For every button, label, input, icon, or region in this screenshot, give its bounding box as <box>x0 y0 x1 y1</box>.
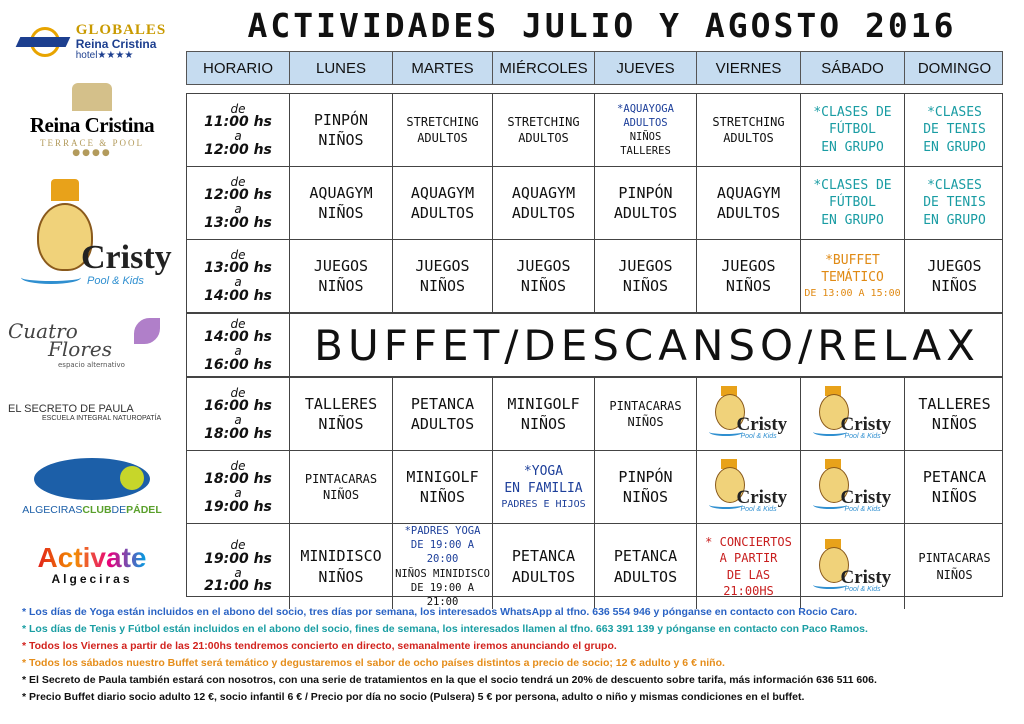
activity-line: *YOGA <box>523 463 564 479</box>
activity-martes <box>393 94 493 166</box>
activity-line: ADULTOS <box>613 567 678 586</box>
cristy-logo-name: Cristy <box>840 414 892 435</box>
activity-sabado <box>801 167 905 239</box>
activity-line: A PARTIR <box>719 551 778 566</box>
activity-line: TALLERES <box>918 394 991 413</box>
activate-city: Algeciras <box>51 572 133 586</box>
activity-line: PETANCA <box>613 547 678 566</box>
hour-start: 18:00 hs <box>204 471 272 488</box>
activity-domingo <box>905 240 1004 312</box>
activate-logo <box>8 544 176 586</box>
hour-de: de <box>230 458 246 473</box>
activity-martes <box>393 451 493 523</box>
activity-jueves <box>595 94 697 166</box>
hour-de: de <box>230 538 246 553</box>
activity-miercoles <box>493 451 595 523</box>
activity-martes <box>393 240 493 312</box>
hour-start: 14:00 hs <box>204 329 272 346</box>
activity-line: PINPÓN <box>618 183 673 202</box>
hour-start: 16:00 hs <box>204 398 272 415</box>
activity-line: DE LAS <box>726 567 771 582</box>
activity-line: NIÑOS <box>318 204 364 222</box>
cristy-logo-icon <box>813 457 893 517</box>
activity-line: STRETCHING <box>406 114 479 129</box>
notes <box>22 604 1012 706</box>
activity-line: JUEGOS <box>721 256 776 275</box>
activity-miercoles <box>493 524 595 609</box>
activity-line: EN GRUPO <box>821 139 884 155</box>
activity-line: *CLASES DE <box>813 177 892 193</box>
hour-de: de <box>230 316 246 331</box>
activate-name: Activate <box>37 542 147 573</box>
activity-sabado <box>801 240 905 312</box>
hour-start: 11:00 hs <box>204 114 272 131</box>
note-concerts: * Todos los Viernes a partir de las 21:00hs tendremos concierto en directo, semanalmente iremos anunciando el grupo. <box>22 640 617 652</box>
activity-miercoles <box>493 240 595 312</box>
activity-line: EN GRUPO <box>821 212 884 228</box>
buffet-banner: BUFFET/DESCANSO/RELAX <box>314 320 980 370</box>
activity-line: *CLASES DE <box>813 104 892 120</box>
activity-line: PINPÓN <box>618 467 673 486</box>
hour-cell <box>187 240 290 312</box>
activity-line: NIÑOS <box>931 415 978 433</box>
reina-cristina-name: Reina Cristina <box>29 112 155 137</box>
activity-line: NIÑOS <box>725 277 772 295</box>
buffet-row <box>187 313 1002 378</box>
note-buffet-saturday: * Todos los sábados nuestro Buffet será temático y degustaremos el sabor de ocho países distintos a precio de socio; 12 € adulto y 6 € niño. <box>22 657 725 669</box>
activity-line: DE TENIS <box>923 195 986 211</box>
activity-line: NIÑOS <box>318 415 364 433</box>
activity-sabado <box>801 378 905 450</box>
page-title: ACTIVIDADES JULIO Y AGOSTO 2016 <box>247 6 957 45</box>
activity-line: STRETCHING <box>712 114 785 129</box>
note-prices: * Precio Buffet diario socio adulto 12 €, socio infantil 6 € / Precio por día no socio (Pulsera) 5 € por persona, adulto o niño y mismas condiciones en el buffet. <box>22 691 805 703</box>
cristy-logo-sub: Pool & Kids <box>844 506 881 513</box>
globales-hotel-rating: hotel★★★★ <box>75 49 134 61</box>
activity-line: ADULTOS <box>716 204 781 222</box>
activity-line: NIÑOS <box>520 415 567 433</box>
table-row <box>187 378 1002 451</box>
activity-line: JUEGOS <box>415 256 470 275</box>
note-yoga: * Los días de Yoga están incluidos en el abono del socio, tres días por semana, los interesados WhatsApp al tfno. 636 554 946 y pónganse en contacto con Rocio Caro. <box>22 606 858 618</box>
table-row <box>187 524 1002 608</box>
note-secreto-paula: * El Secreto de Paula también estará con nosotros, con una serie de tratamientos en la que el socio tendrá un 20% de descuento sobre tarifa, más información 636 511 606. <box>22 674 877 686</box>
hour-cell <box>187 378 290 450</box>
activity-line: ADULTOS <box>511 204 576 222</box>
activity-sabado <box>801 524 905 609</box>
reina-cristina-tagline: TERRACE & POOL <box>39 137 144 148</box>
hour-start: 13:00 hs <box>204 260 272 277</box>
activity-line: PETANCA <box>410 394 475 413</box>
cuatro-flores-line1: Cuatro <box>8 319 78 343</box>
activity-line: PINTACARAS <box>304 471 378 486</box>
globales-mark-icon <box>18 25 70 59</box>
hour-a: a <box>234 202 242 216</box>
cristy-logo-name: Cristy <box>736 487 788 508</box>
activity-lunes <box>290 94 393 166</box>
hour-start: 19:00 hs <box>204 550 272 567</box>
activity-line: ADULTOS <box>518 131 569 145</box>
activity-lunes <box>290 378 393 450</box>
activity-line: PETANCA <box>511 547 576 566</box>
note-sports: * Los días de Tenis y Fútbol están incluidos en el abono del socio, fines de semana, los interesados llamen al tfno. 663 391 139 y pónganse en contacto con Paco Ramos. <box>22 623 868 635</box>
activity-line: TALLERES <box>620 145 671 158</box>
activity-line: NIÑOS <box>318 277 364 295</box>
cristy-logo-icon <box>813 537 893 597</box>
activity-domingo <box>905 378 1004 450</box>
activity-viernes <box>697 378 801 450</box>
header-sabado: SÁBADO <box>801 52 905 84</box>
activity-lunes <box>290 240 393 312</box>
schedule-table <box>186 93 1003 608</box>
activity-line: ADULTOS <box>410 204 475 222</box>
flower-petal-icon <box>134 318 160 344</box>
activity-line: JUEGOS <box>313 256 369 275</box>
table-row <box>187 94 1002 167</box>
activity-domingo <box>905 451 1004 523</box>
hour-a: a <box>234 344 242 358</box>
activity-line: ADULTOS <box>410 415 475 433</box>
hour-a: a <box>234 413 242 427</box>
activity-lunes <box>290 524 393 609</box>
activity-line: PINPÓN <box>313 110 369 129</box>
activity-line: NIÑOS <box>622 488 669 506</box>
activity-martes <box>393 524 493 609</box>
activity-line: DE 19:00 A 21:00 <box>410 581 475 608</box>
hour-cell <box>187 94 290 166</box>
hour-de: de <box>230 385 246 400</box>
activity-line: PETANCA <box>922 467 987 486</box>
activity-line: ADULTOS <box>623 116 668 129</box>
activity-line: ADULTOS <box>613 204 678 222</box>
activity-line: EN GRUPO <box>923 212 986 228</box>
hour-de: de <box>230 247 246 262</box>
activity-line: MINIGOLF <box>406 467 479 486</box>
globales-logo <box>8 18 176 66</box>
header-jueves: JUEVES <box>595 52 697 84</box>
activity-viernes <box>697 451 801 523</box>
cristy-name: Cristy <box>81 239 172 276</box>
activity-line: *CLASES <box>927 104 982 120</box>
activity-viernes <box>697 167 801 239</box>
activity-line: MINIDISCO <box>300 547 382 566</box>
cristy-logo-icon <box>813 384 893 444</box>
table-row <box>187 240 1002 313</box>
hour-cell <box>187 314 290 376</box>
activity-line: *CLASES <box>927 177 982 193</box>
hour-end: 13:00 hs <box>204 214 272 231</box>
activity-line: NIÑOS <box>627 415 664 429</box>
table-row <box>187 167 1002 240</box>
activity-line: NIÑOS <box>629 131 662 143</box>
activity-line: *AQUAYOGA <box>617 102 674 115</box>
hour-cell <box>187 524 290 609</box>
activity-line: AQUAGYM <box>511 183 576 202</box>
activity-line: JUEGOS <box>618 256 673 275</box>
table-row <box>187 451 1002 524</box>
activity-line: DE 19:00 A 20:00 <box>410 539 475 566</box>
activity-line: PADRES E HIJOS <box>501 498 586 510</box>
activity-line: TEMÁTICO <box>821 270 884 286</box>
activity-jueves <box>595 167 697 239</box>
cristy-sub: Pool & Kids <box>87 275 144 287</box>
cristy-logo-icon <box>709 457 789 517</box>
cristy-logo-sub: Pool & Kids <box>844 585 881 593</box>
activity-line: ADULTOS <box>417 131 468 145</box>
activity-martes <box>393 378 493 450</box>
activity-martes <box>393 167 493 239</box>
hour-end: 12:00 hs <box>204 141 272 158</box>
hour-end: 21:00 hs <box>204 578 272 595</box>
header-martes: MARTES <box>393 52 493 84</box>
activity-line: PINTACARAS <box>609 398 682 413</box>
activity-miercoles <box>493 378 595 450</box>
secreto-paula-name: EL SECRETO DE PAULA <box>8 402 134 415</box>
activity-jueves <box>595 451 697 523</box>
secreto-paula-logo <box>8 392 176 432</box>
hour-a: a <box>234 565 242 580</box>
hour-end: 16:00 hs <box>204 356 272 373</box>
hour-end: 19:00 hs <box>204 498 272 515</box>
reina-cristina-dots: ●●●● <box>72 147 112 158</box>
globales-name: GLOBALES <box>75 21 167 38</box>
activity-line: NIÑOS <box>931 277 978 295</box>
hour-start: 12:00 hs <box>204 187 272 204</box>
cristy-logo-name: Cristy <box>840 566 892 588</box>
hour-a: a <box>234 486 242 500</box>
header-horario: HORARIO <box>187 52 290 84</box>
reina-cristina-logo <box>8 80 176 160</box>
activity-line: EN GRUPO <box>923 139 986 155</box>
activity-line: *BUFFET <box>825 252 880 268</box>
activity-line: FÚTBOL <box>829 195 876 211</box>
cristy-logo-sub: Pool & Kids <box>844 433 881 440</box>
activity-viernes <box>697 524 801 609</box>
activity-line: NIÑOS <box>419 488 466 506</box>
activity-line: JUEGOS <box>516 256 571 275</box>
activity-line: EN FAMILIA <box>504 481 583 497</box>
cuatro-flores-logo <box>8 316 176 372</box>
activity-line: JUEGOS <box>927 256 982 275</box>
activity-line: NIÑOS <box>520 277 567 295</box>
padel-racket-icon <box>34 458 150 500</box>
activity-jueves <box>595 378 697 450</box>
activity-domingo <box>905 524 1004 609</box>
activity-line: PINTACARAS <box>918 551 991 566</box>
hour-de: de <box>230 101 246 116</box>
hour-end: 18:00 hs <box>204 425 272 442</box>
activity-line: DE TENIS <box>923 122 986 138</box>
cuatro-flores-tagline: espacio alternativo <box>58 361 125 369</box>
globales-hotel-name: Reina Cristina <box>75 37 157 52</box>
activity-line: FÚTBOL <box>829 122 876 138</box>
activity-line: NIÑOS <box>419 277 466 295</box>
activity-line: MINIGOLF <box>507 394 580 413</box>
activity-line: AQUAGYM <box>716 183 781 202</box>
schedule-header <box>186 51 1003 85</box>
activity-line: NIÑOS <box>318 131 364 149</box>
cristy-logo-icon <box>709 384 789 444</box>
activity-line: NIÑOS <box>931 488 978 506</box>
padel-club-name: ALGECIRASCLUBDEPÁDEL <box>22 504 162 516</box>
cristy-logo-name: Cristy <box>736 414 788 435</box>
activity-line: AQUAGYM <box>410 183 475 202</box>
activity-line: STRETCHING <box>507 114 580 129</box>
activity-miercoles <box>493 94 595 166</box>
activity-domingo <box>905 94 1004 166</box>
activity-line: NIÑOS <box>322 488 360 502</box>
activity-viernes <box>697 240 801 312</box>
hour-cell <box>187 167 290 239</box>
hour-de: de <box>230 174 246 189</box>
header-lunes: LUNES <box>290 52 393 84</box>
activity-jueves <box>595 240 697 312</box>
header-viernes: VIERNES <box>697 52 801 84</box>
activity-line: * CONCIERTOS <box>705 535 792 550</box>
secreto-paula-tagline: ESCUELA INTEGRAL NATUROPATÍA <box>42 414 162 422</box>
header-miercoles: MIÉRCOLES <box>493 52 595 84</box>
hour-a: a <box>234 275 242 289</box>
cristy-mascot-icon <box>17 175 172 295</box>
cristy-logo-sub: Pool & Kids <box>740 433 777 440</box>
activity-domingo <box>905 167 1004 239</box>
hour-a: a <box>234 129 242 143</box>
cristy-logo-name: Cristy <box>840 487 892 508</box>
activity-viernes <box>697 94 801 166</box>
activity-line: ADULTOS <box>511 567 576 586</box>
hour-end: 14:00 hs <box>204 287 272 304</box>
activity-miercoles <box>493 167 595 239</box>
activity-line: DE 13:00 A 15:00 <box>804 287 901 299</box>
activity-line: NIÑOS <box>318 567 364 586</box>
activity-jueves <box>595 524 697 609</box>
cristy-logo-sub: Pool & Kids <box>740 506 777 513</box>
header-domingo: DOMINGO <box>917 59 992 77</box>
cristy-logo <box>8 172 176 298</box>
activity-sabado <box>801 451 905 523</box>
activity-line: NIÑOS <box>622 277 669 295</box>
cuatro-flores-line2: Flores <box>48 337 112 361</box>
activity-lunes <box>290 451 393 523</box>
hour-cell <box>187 451 290 523</box>
activity-line: NIÑOS MINIDISCO <box>395 567 490 580</box>
activity-line: NIÑOS <box>936 567 973 582</box>
activity-line: AQUAGYM <box>309 183 373 202</box>
activity-line: TALLERES <box>304 394 378 413</box>
padel-club-logo <box>8 452 176 522</box>
activity-line: ADULTOS <box>723 131 774 145</box>
activity-line: *PADRES YOGA <box>404 525 481 537</box>
activity-lunes <box>290 167 393 239</box>
crown-icon <box>72 83 112 111</box>
activity-line: 21:00HS <box>723 583 774 598</box>
activity-sabado <box>801 94 905 166</box>
